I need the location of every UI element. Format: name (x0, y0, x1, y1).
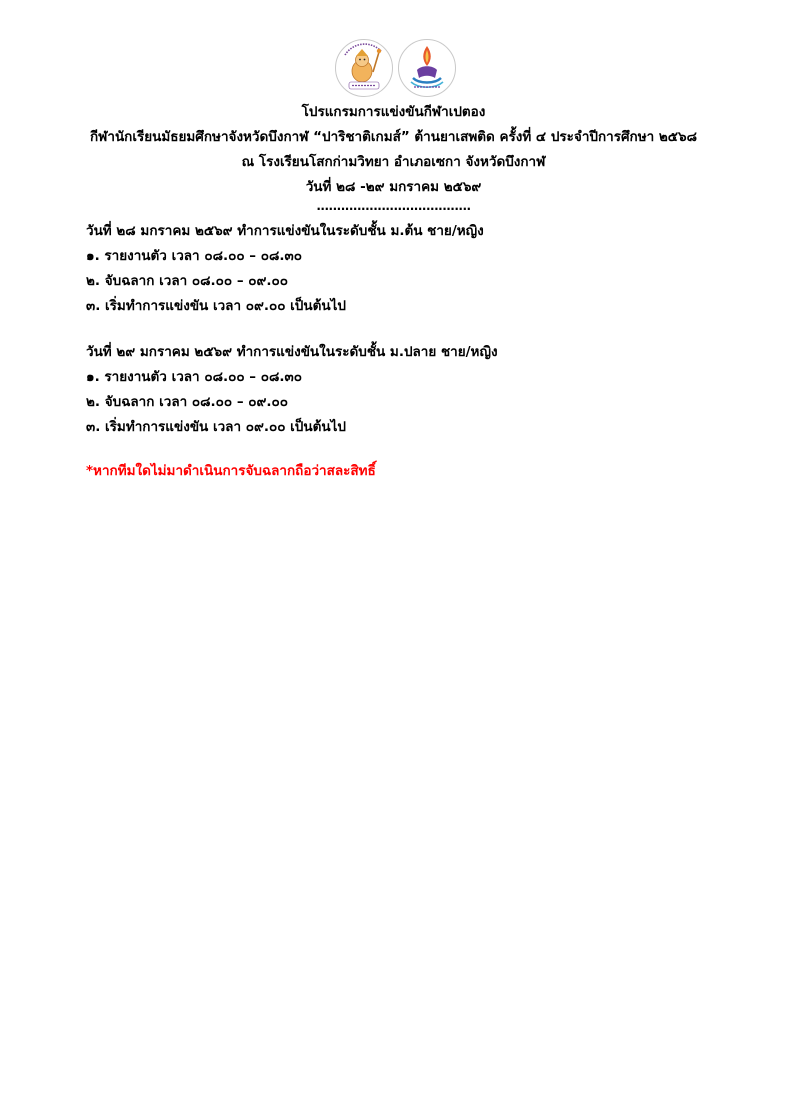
forfeit-notice: *หากทีมใดไม่มาดำเนินการจับฉลากถือว่าสละสิทธิ์ (86, 463, 376, 479)
dotted-divider: ...................................... (316, 199, 471, 213)
logo-group (334, 38, 458, 98)
day-heading: วันที่ ๒๙ มกราคม ๒๕๖๙ ทำการแข่งขันในระดับชั้น ม.ปลาย ชาย/หญิง (86, 344, 498, 360)
schedule-item: ๑. รายงานตัว เวลา ๐๘.๐๐ – ๐๘.๓๐ (86, 248, 302, 264)
day-heading: วันที่ ๒๘ มกราคม ๒๕๖๙ ทำการแข่งขันในระดับชั้น ม.ต้น ชาย/หญิง (86, 223, 484, 239)
parichat-games-logo (334, 38, 394, 98)
document-header (0, 100, 787, 200)
event-dates: วันที่ ๒๘ -๒๙ มกราคม ๒๕๖๙ (305, 179, 482, 195)
event-name: กีฬานักเรียนมัธยมศึกษาจังหวัดบึงกาฬ “ปาริชาติเกมส์” ต้านยาเสพติด ครั้งที่ ๔ ประจำปีการศึกษา ๒๕๖๘ (89, 129, 698, 145)
school-area-logo (397, 38, 457, 98)
schedule-item: ๓. เริ่มทำการแข่งขัน เวลา ๐๙.๐๐ เป็นต้นไป (86, 298, 346, 314)
schedule-item: ๒. จับฉลาก เวลา ๐๘.๐๐ – ๐๙.๐๐ (86, 394, 289, 410)
schedule-item: ๒. จับฉลาก เวลา ๐๘.๐๐ – ๐๙.๐๐ (86, 273, 289, 289)
schedule-item: ๓. เริ่มทำการแข่งขัน เวลา ๐๙.๐๐ เป็นต้นไป (86, 419, 346, 435)
document-title: โปรแกรมการแข่งขันกีฬาเปตอง (301, 104, 486, 120)
event-venue: ณ โรงเรียนโสกก่ามวิทยา อำเภอเซกา จังหวัดบึงกาฬ (241, 154, 546, 170)
schedule-day-1 (86, 219, 484, 319)
schedule-day-2 (86, 340, 498, 440)
schedule-item: ๑. รายงานตัว เวลา ๐๘.๐๐ – ๐๘.๓๐ (86, 369, 302, 385)
